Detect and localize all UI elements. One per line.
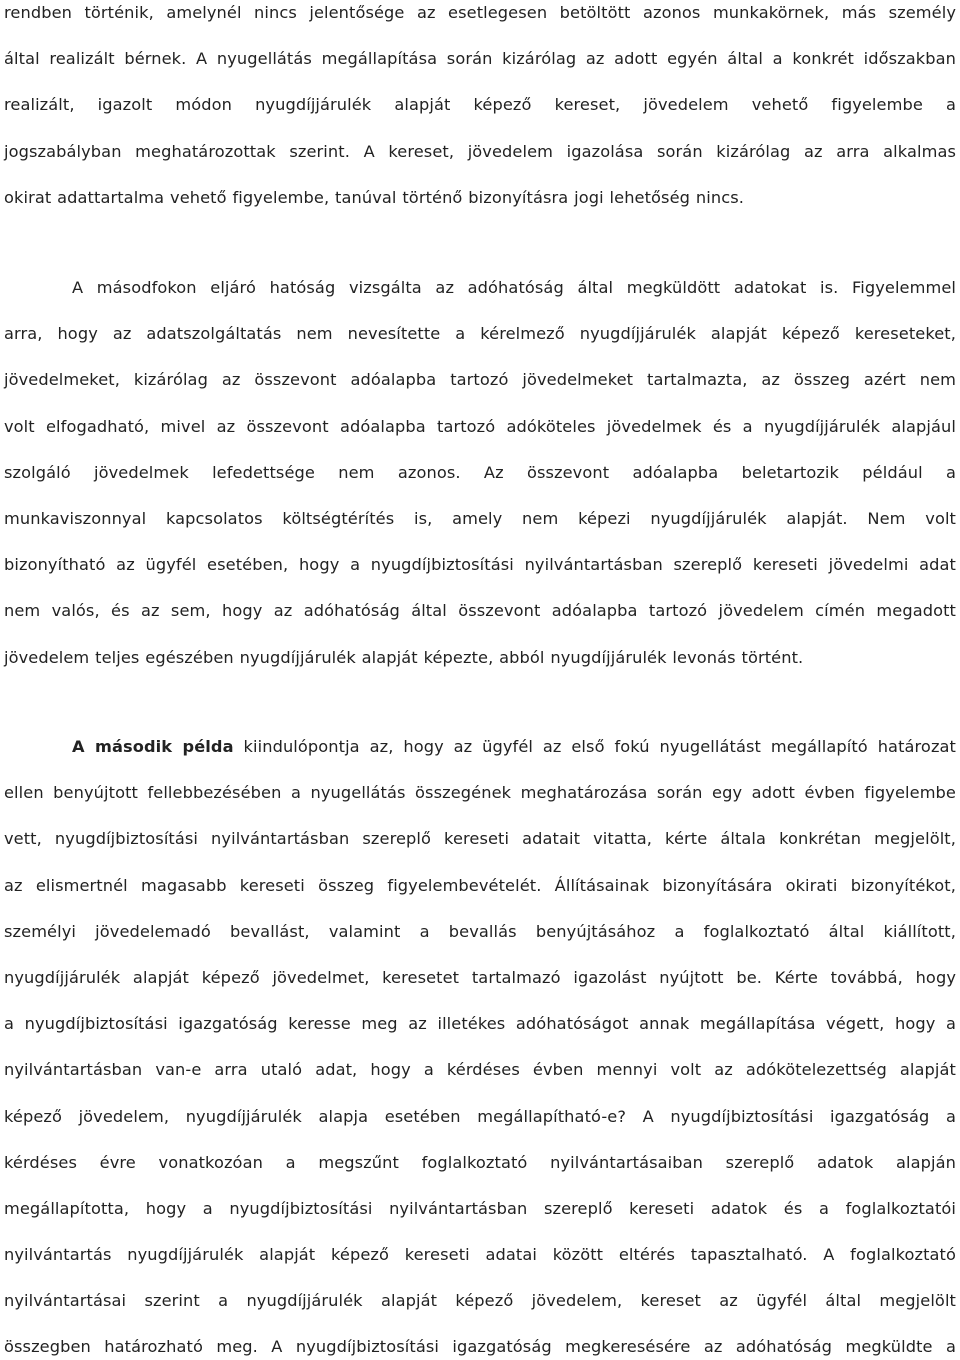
text-line: szolgáló jövedelmek lefedettsége nem azonos. Az összevont adóalapba beletartozik például a — [4, 462, 956, 482]
text-line: nem valós, és az sem, hogy az adóhatóság által összevont adóalapba tartozó jövedelem címén megadott — [4, 601, 956, 621]
text-line: ellen benyújtott fellebbezésében a nyugellátás összegének meghatározása során egy adott évben figyelembe — [4, 783, 956, 803]
text-line: által realizált bérnek. A nyugellátás megállapítása során kizárólag az adott egyén által a konkrét időszakban — [4, 49, 956, 69]
text-line: munkaviszonnyal kapcsolatos költségtérítés is, amely nem képezi nyugdíjjárulék alapját. Nem volt — [4, 508, 956, 528]
text-line: megállapította, hogy a nyugdíjbiztosítási nyilvántartásban szereplő kereseti adatok és a foglalkoztatói — [4, 1198, 956, 1218]
text-line: az elismertnél magasabb kereseti összeg figyelembevételét. Állításainak bizonyítására okirati bizonyítékot, — [4, 875, 956, 895]
text-line: jövedelem teljes egészében nyugdíjjárulék alapját képezte, abból nyugdíjjárulék levonás történt. — [4, 647, 804, 667]
text-line: jövedelmeket, kizárólag az összevont adóalapba tartozó jövedelmeket tartalmazta, az összeg azért nem — [4, 370, 956, 390]
text-line: összegben határozható meg. A nyugdíjbiztosítási igazgatóság megkeresésére az adóhatóság megküldte a — [4, 1337, 956, 1357]
text-line: nyilvántartásban van-e arra utaló adat, hogy a kérdéses évben mennyi volt az adókötelezettség alapját — [4, 1060, 956, 1080]
text-line: rendben történik, amelynél nincs jelentősége az esetlegesen betöltött azonos munkakörnek, más személy — [4, 3, 956, 22]
text-line: a nyugdíjbiztosítási igazgatóság keresse meg az illetékes adóhatóságot annak megállapítása végett, hogy a — [4, 1014, 956, 1034]
text-line: nyilvántartás nyugdíjjárulék alapját képező kereseti adatai között eltérés tapasztalható. A foglalkoztató — [4, 1245, 956, 1265]
text-span: kiindulópontja az, hogy az ügyfél az első fokú nyugellátást megállapító határozat — [233, 737, 957, 756]
text-line: kérdéses évre vonatkozóan a megszűnt foglalkoztató nyilvántartásaiban szereplő adatok alapján — [4, 1152, 956, 1172]
text-line: A másodfokon eljáró hatóság vizsgálta az adóhatóság által megküldött adatokat is. Figyelemmel — [72, 278, 956, 297]
text-line: arra, hogy az adatszolgáltatás nem nevesítette a kérelmező nyugdíjjárulék alapját képező kereseteket, — [4, 324, 956, 344]
text-line: realizált, igazolt módon nyugdíjjárulék alapját képező kereset, jövedelem vehető figyelembe a — [4, 95, 956, 115]
text-line: nyugdíjjárulék alapját képező jövedelmet, keresetet tartalmazó igazolást nyújtott be. Kérte továbbá, hogy — [4, 967, 956, 987]
text-line: volt elfogadható, mivel az összevont adóalapba tartozó adóköteles jövedelmek és a nyugdíjjárulék alapjául — [4, 416, 956, 436]
text-line: nyilvántartásai szerint a nyugdíjjárulék alapját képező jövedelem, kereset az ügyfél által megjelölt — [4, 1291, 956, 1311]
text-line: személyi jövedelemadó bevallást, valamint a bevallás benyújtásához a foglalkoztató által kiállított, — [4, 921, 956, 941]
text-line: vett, nyugdíjbiztosítási nyilvántartásban szereplő kereseti adatait vitatta, kérte általa konkrétan megjelölt, — [4, 829, 956, 849]
text-line — [4, 724, 956, 770]
paragraph-3 — [4, 724, 956, 1360]
text-line: jogszabályban meghatározottak szerint. A kereset, jövedelem igazolása során kizárólag az arra alkalmas — [4, 141, 956, 161]
paragraph-2 — [4, 265, 956, 681]
paragraph-1 — [4, 0, 956, 221]
text-line: okirat adattartalma vehető figyelembe, tanúval történő bizonyításra jogi lehetőség nincs. — [4, 187, 744, 207]
example-heading: A második példa — [72, 737, 234, 756]
text-line: képező jövedelem, nyugdíjjárulék alapja esetében megállapítható-e? A nyugdíjbiztosítási igazgatóság a — [4, 1106, 956, 1126]
text-line: bizonyítható az ügyfél esetében, hogy a nyugdíjbiztosítási nyilvántartásban szereplő kereseti jövedelmi adat — [4, 555, 956, 575]
